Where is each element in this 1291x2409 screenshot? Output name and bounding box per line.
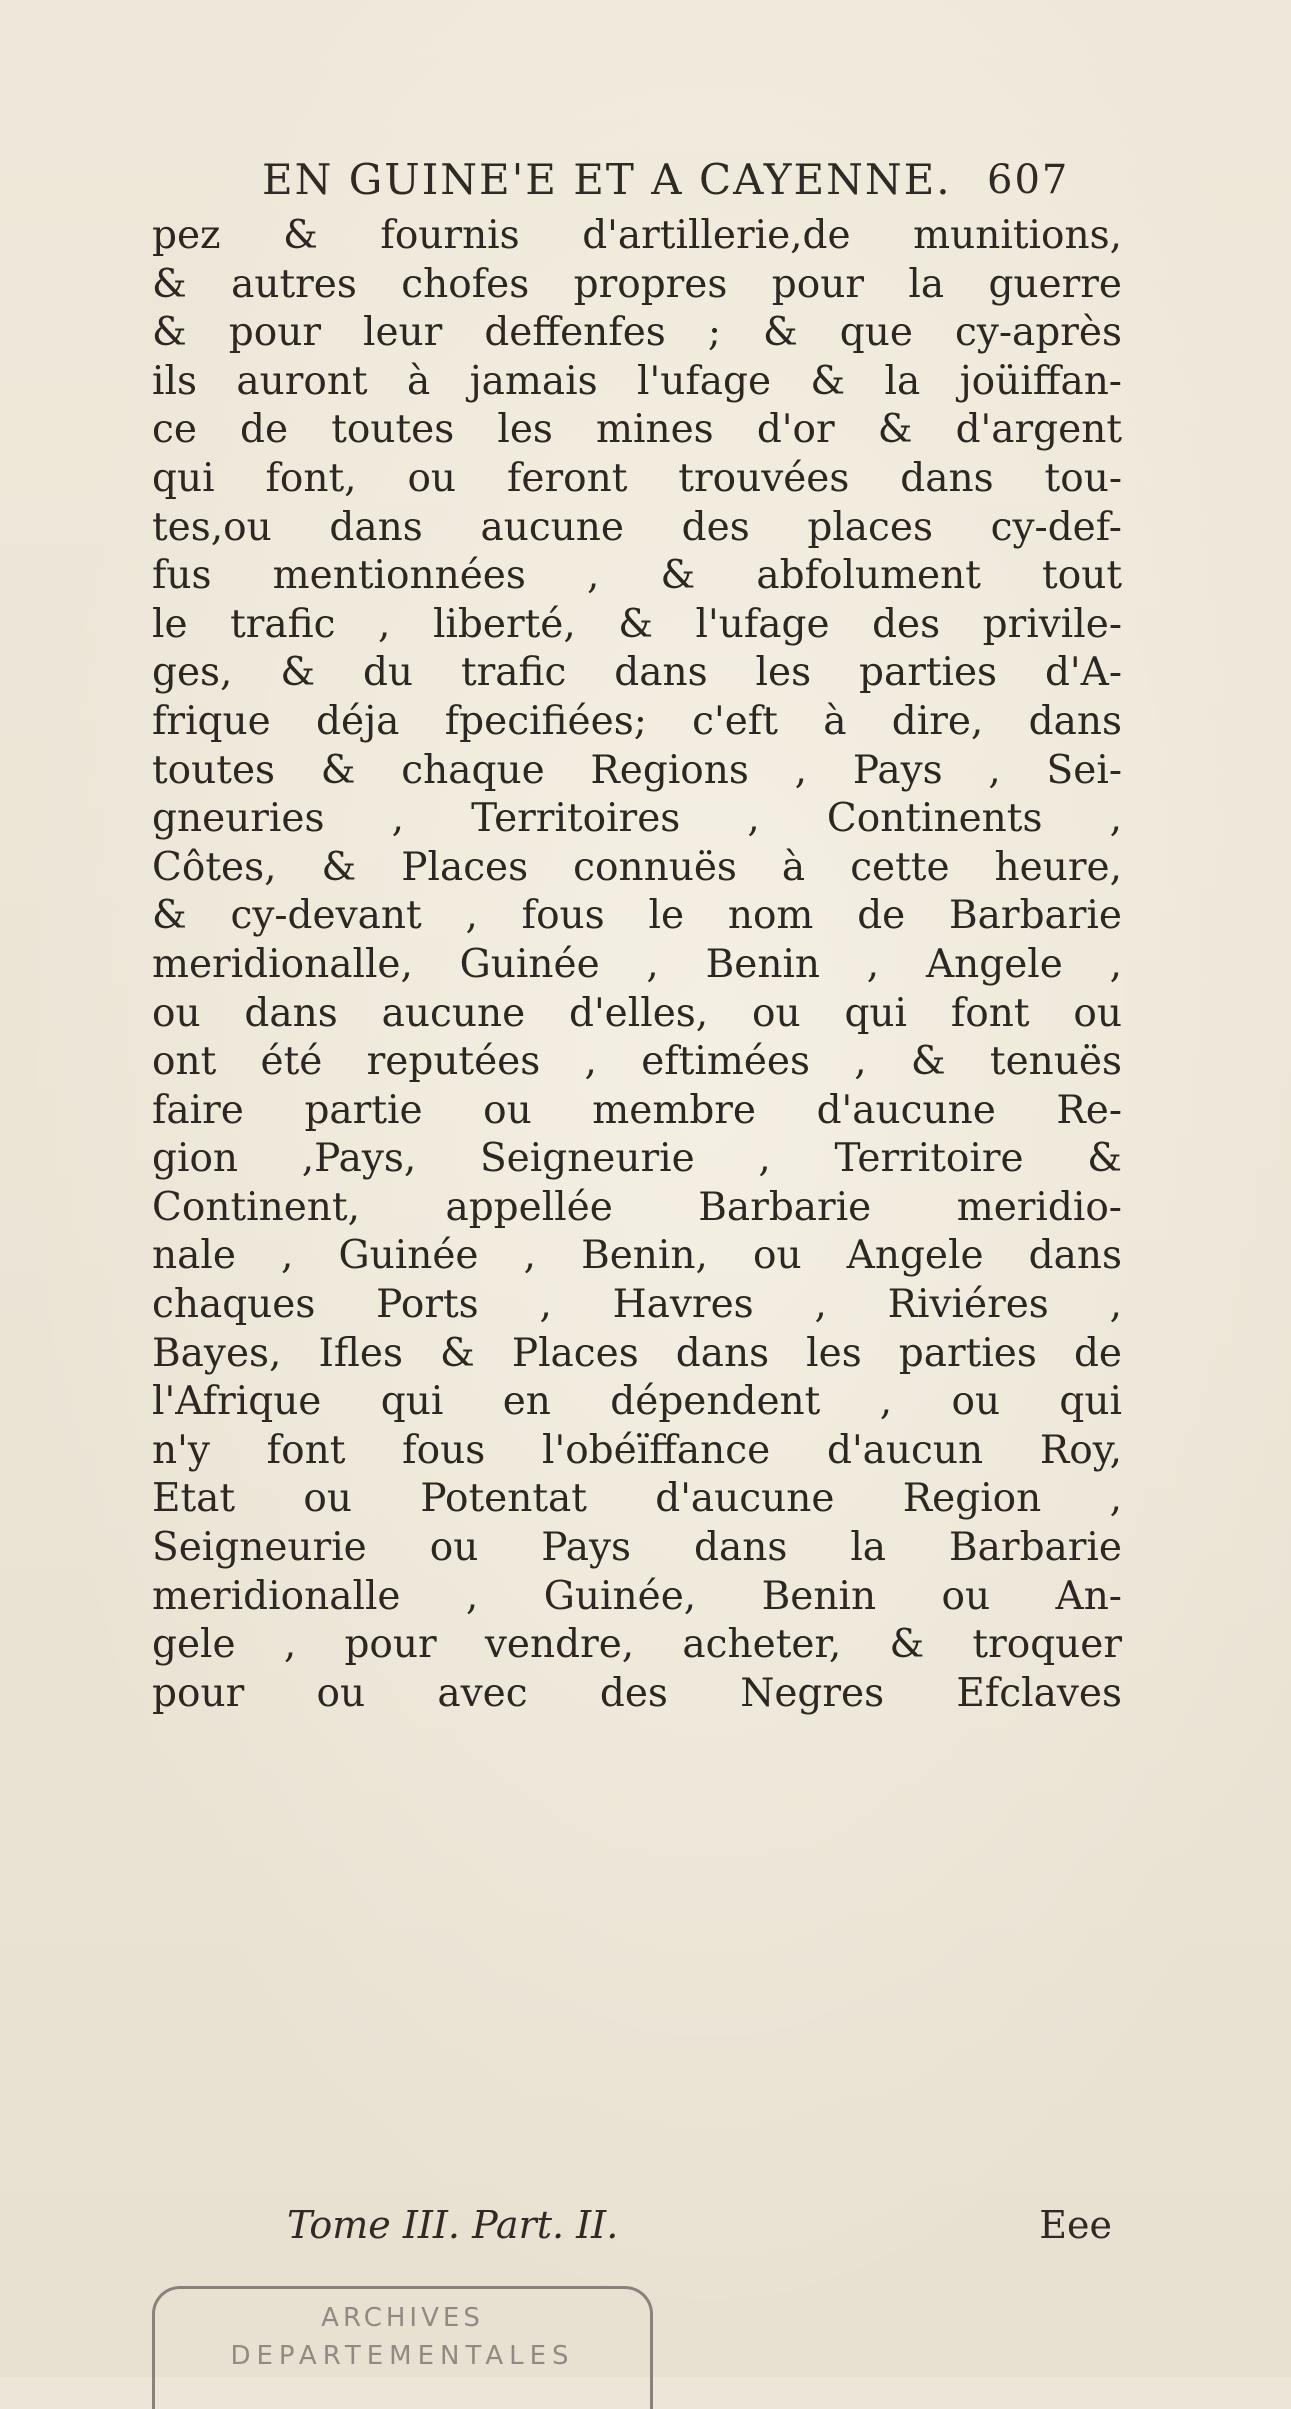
text-line: qui font, ou feront trouvées dans tou- <box>152 455 1122 501</box>
page-number: 607 <box>987 157 1070 203</box>
body-text <box>152 212 1122 1718</box>
text-line: Côtes, & Places connuës à cette heure, <box>152 844 1122 890</box>
text-line: pour ou avec des Negres Efclaves <box>152 1670 1122 1716</box>
text-line: meridionalle , Guinée, Benin ou An- <box>152 1573 1122 1619</box>
text-line: tes,ou dans aucune des places cy-def- <box>152 504 1122 550</box>
text-line: gneuries , Territoires , Continents , <box>152 796 1122 842</box>
text-line: & cy-devant , fous le nom de Barbarie <box>152 893 1122 939</box>
text-line: Etat ou Potentat d'aucune Region , <box>152 1476 1122 1522</box>
text-line: nale , Guinée , Benin, ou Angele dans <box>152 1233 1122 1279</box>
text-line: faire partie ou membre d'aucune Re- <box>152 1087 1122 1133</box>
text-line: meridionalle, Guinée , Benin , Angele , <box>152 941 1122 987</box>
text-line: toutes & chaque Regions , Pays , Sei- <box>152 747 1122 793</box>
text-line: Seigneurie ou Pays dans la Barbarie <box>152 1525 1122 1571</box>
text-line: Continent, appellée Barbarie meridio- <box>152 1184 1122 1230</box>
gathering-mark: Eee <box>1039 2203 1112 2247</box>
text-line: ou dans aucune d'elles, ou qui font ou <box>152 990 1122 1036</box>
archive-stamp <box>152 2286 653 2409</box>
text-line: pez & fournis d'artillerie,de munitions, <box>152 213 1122 258</box>
text-line: ges, & du trafic dans les parties d'A- <box>152 650 1122 696</box>
text-line: & pour leur deffenfes ; & que cy-après <box>152 310 1122 356</box>
stamp-text: DEPARTEMENTALES <box>230 2341 575 2371</box>
text-line: frique déja fpecifiées; c'eft à dire, dans <box>152 698 1122 744</box>
text-line: chaques Ports , Havres , Riviéres , <box>152 1282 1122 1328</box>
text-line: gele , pour vendre, acheter, & troquer <box>152 1622 1122 1668</box>
running-head <box>262 152 1122 208</box>
volume-signature: Tome III. Part. II. <box>287 2203 619 2247</box>
text-line: ils auront à jamais l'ufage & la joüiffan- <box>152 358 1122 404</box>
text-line: ce de toutes les mines d'or & d'argent <box>152 407 1122 453</box>
text-line: l'Afrique qui en dépendent , ou qui <box>152 1379 1122 1425</box>
text-line: fus mentionnées , & abfolument tout <box>152 553 1122 599</box>
signature-line <box>287 2200 1122 2250</box>
running-title: EN GUINE'E ET A CAYENNE. <box>262 155 952 204</box>
text-line: ont été reputées , eftimées , & tenuës <box>152 1039 1122 1085</box>
text-line: Bayes, Ifles & Places dans les parties de <box>152 1330 1122 1376</box>
text-line: & autres chofes propres pour la guerre <box>152 261 1122 307</box>
text-line: n'y font fous l'obéïffance d'aucun Roy, <box>152 1427 1122 1473</box>
stamp-text: ARCHIVES <box>321 2303 484 2333</box>
text-line: le trafic , liberté, & l'ufage des privile- <box>152 601 1122 647</box>
text-line: gion ,Pays, Seigneurie , Territoire & <box>152 1136 1122 1182</box>
